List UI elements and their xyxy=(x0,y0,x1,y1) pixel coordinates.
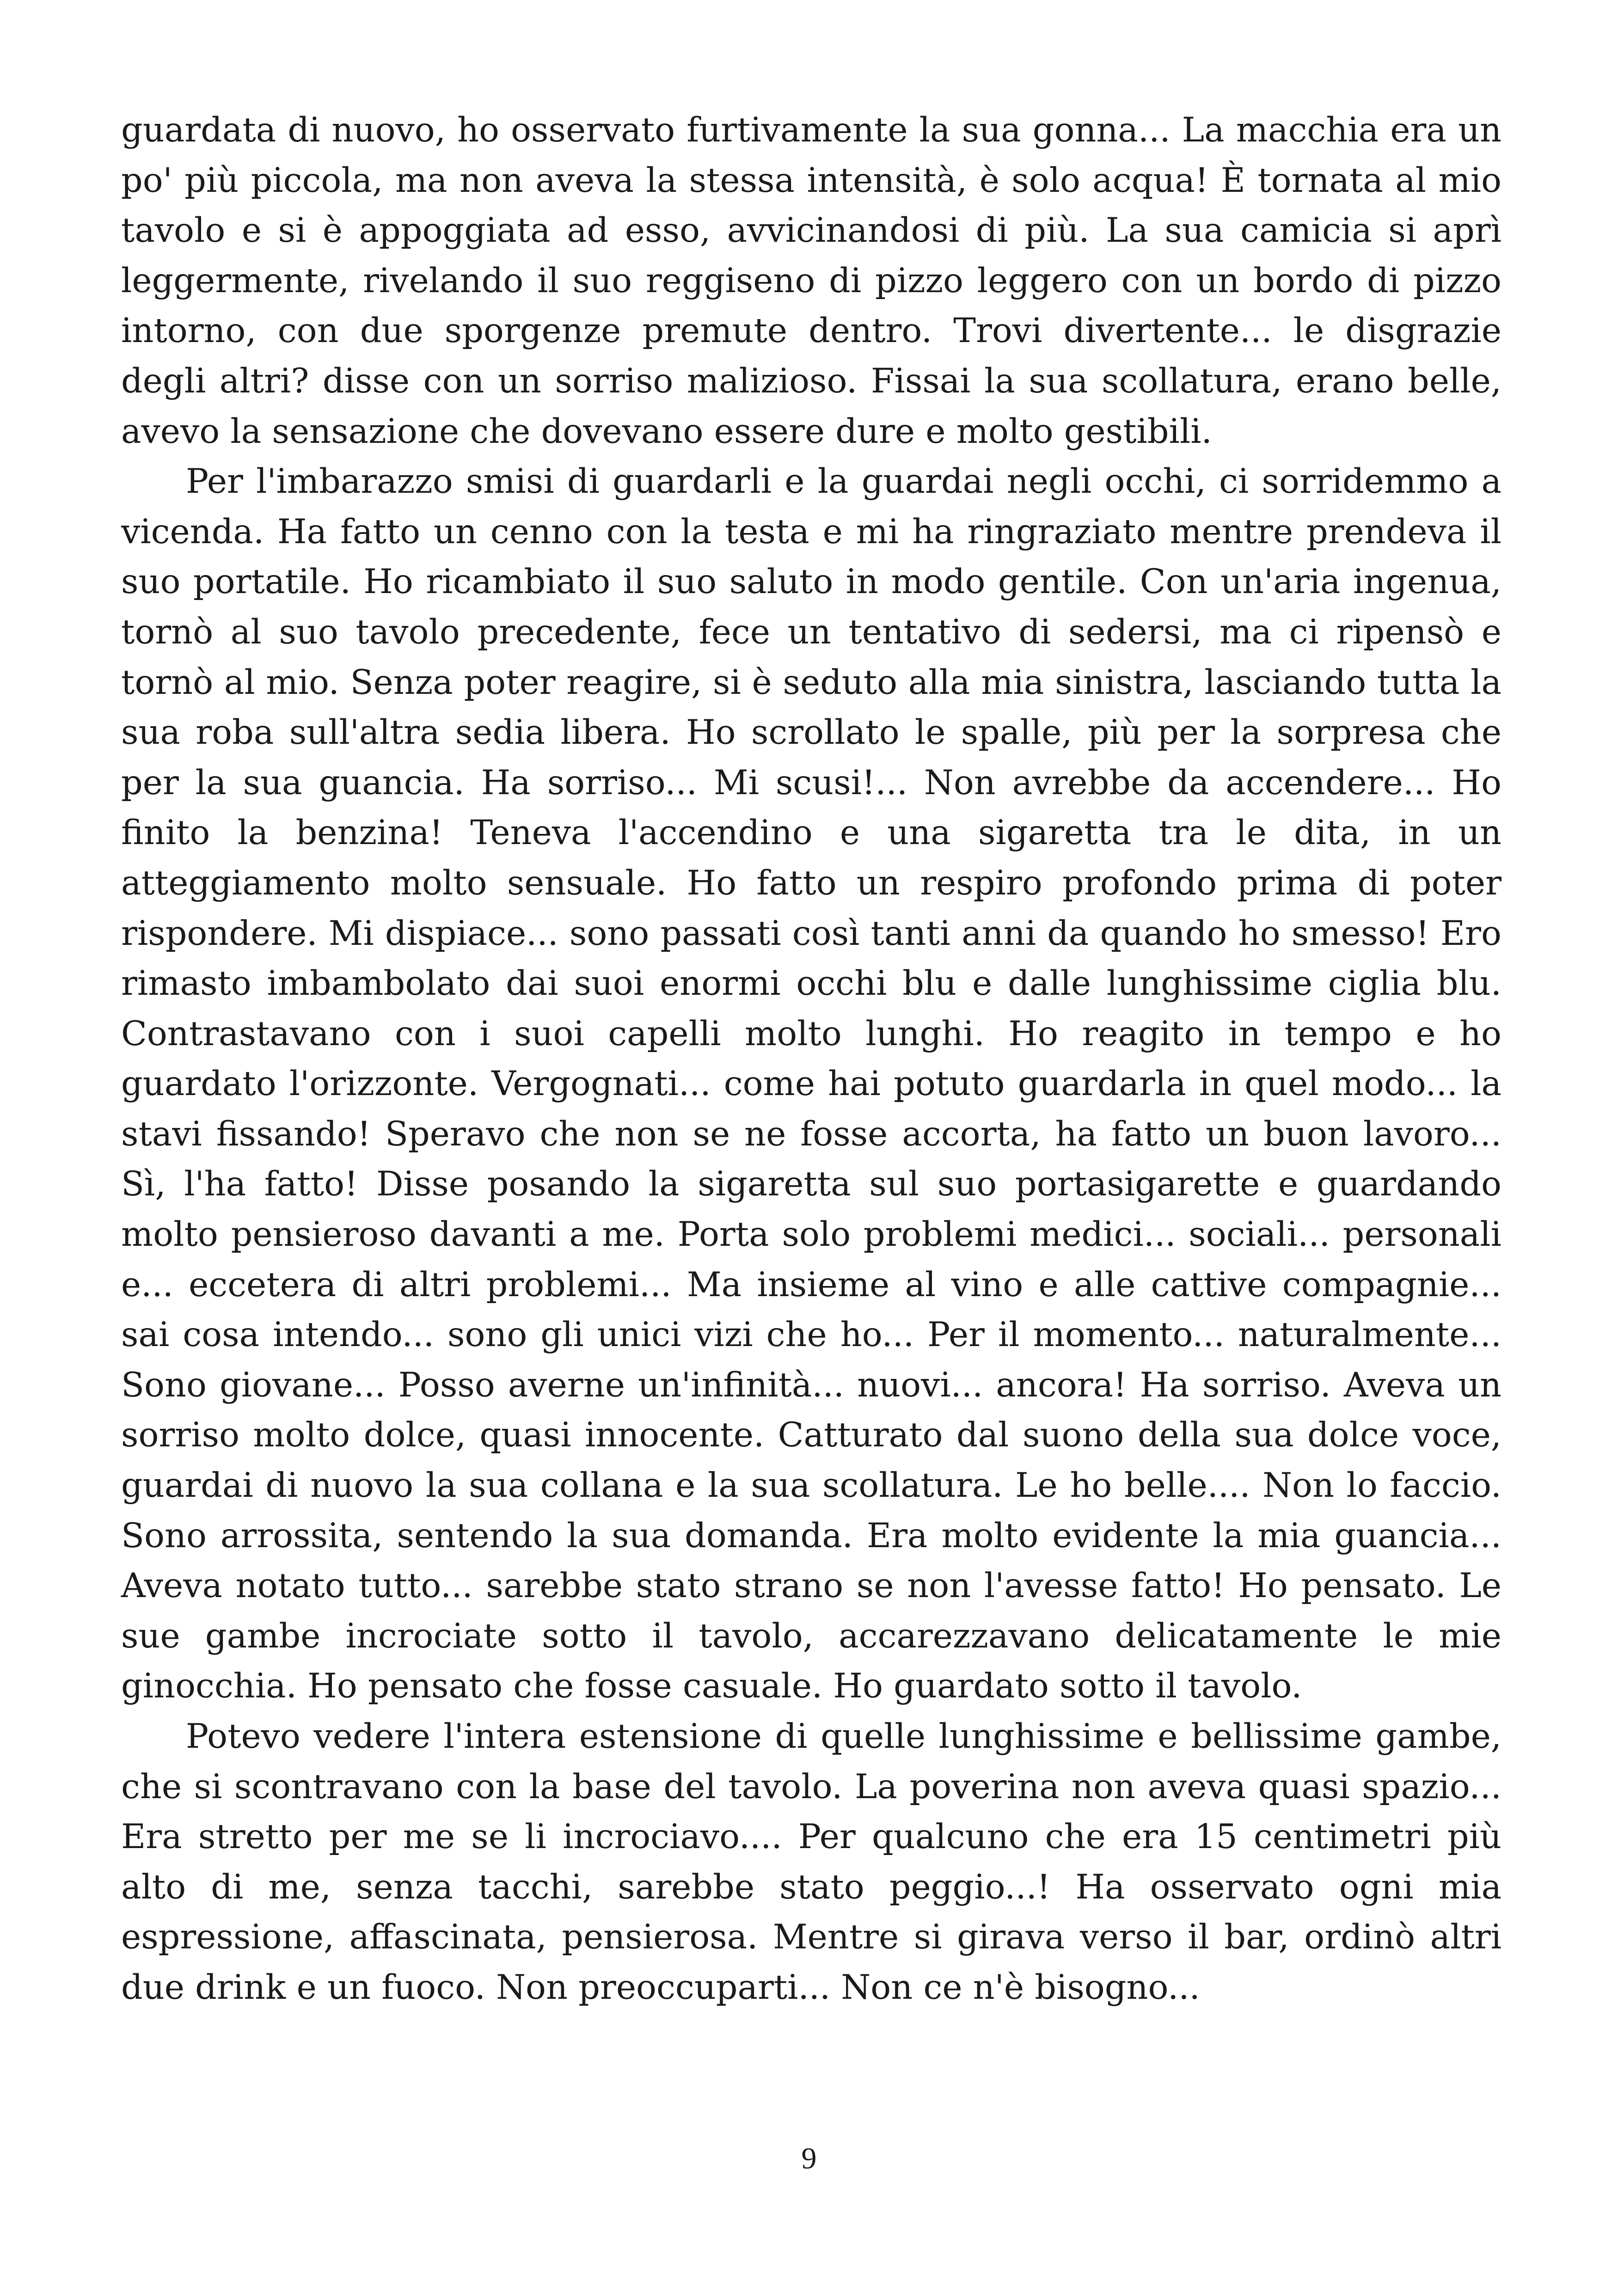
paragraph-2: Per l'imbarazzo smisi di guardarli e la guardai negli occhi, ci sorridemmo a vicenda. Ha fatto un cenno con la testa e mi ha ringraziato mentre prendeva il suo portatile. Ho ricambiato il suo saluto in modo gentile. Con un'aria ingenua, tornò al suo tavolo precedente, fece un tentativo di sedersi, ma ci ripensò e tornò al mio. Senza poter reagire, si è seduto alla mia sinistra, lasciando tutta la sua roba sull'altra sedia libera. Ho scrollato le spalle, più per la sorpresa che per la sua guancia. Ha sorriso... Mi scusi!... Non avrebbe da accendere... Ho finito la benzina! Teneva l'accendino e una sigaretta tra le dita, in un atteggiamento molto sensuale. Ho fatto un respiro profondo prima di poter rispondere. Mi dispiace... sono passati così tanti anni da quando ho smesso! Ero rimasto imbambolato dai suoi enormi occhi blu e dalle lunghissime ciglia blu. Contrastavano con i suoi capelli molto lunghi. Ho reagito in tempo e ho guardato l'orizzonte. Vergognati... come hai potuto guardarla in quel modo... la stavi fissando! Speravo che non se ne fosse accorta, ha fatto un buon lavoro... Sì, l'ha fatto! Disse posando la sigaretta sul suo portasigarette e guardando molto pensieroso davanti a me. Porta solo problemi medici... sociali... personali e... eccetera di altri problemi... Ma insieme al vino e alle cattive compagnie... sai cosa intendo... sono gli unici vizi che ho... Per il momento... naturalmente... Sono giovane... Posso averne un'infinità... nuovi... ancora! Ha sorriso. Aveva un sorriso molto dolce, quasi innocente. Catturato dal suono della sua dolce voce, guardai di nuovo la sua collana e la sua scollatura. Le ho belle.... Non lo faccio. Sono arrossita, sentendo la sua domanda. Era molto evidente la mia guancia... Aveva notato tutto... sarebbe stato strano se non l'avesse fatto! Ho pensato. Le sue gambe incrociate sotto il tavolo, accarezzavano delicatamente le mie ginocchia. Ho pensato che fosse casuale. Ho guardato sotto il tavolo. xyxy=(121,462,1502,1706)
body-text xyxy=(121,105,1502,2013)
page-number: 9 xyxy=(801,2142,817,2175)
paragraph-3: Potevo vedere l'intera estensione di quelle lunghissime e bellissime gambe, che si scontravano con la base del tavolo. La poverina non aveva quasi spazio... Era stretto per me se li incrociavo.... Per qualcuno che era 15 centimetri più alto di me, senza tacchi, sarebbe stato peggio...! Ha osservato ogni mia espressione, affascinata, pensierosa. Mentre si girava verso il bar, ordinò altri due drink e un fuoco. Non preoccuparti... Non ce n'è bisogno... xyxy=(121,1717,1502,2007)
paragraph-1: guardata di nuovo, ho osservato furtivamente la sua gonna... La macchia era un po' più piccola, ma non aveva la stessa intensità, è solo acqua! È tornata al mio tavolo e si è appoggiata ad esso, avvicinandosi di più. La sua camicia si aprì leggermente, rivelando il suo reggiseno di pizzo leggero con un bordo di pizzo intorno, con due sporgenze premute dentro. Trovi divertente... le disgrazie degli altri? disse con un sorriso malizioso. Fissai la sua scollatura, erano belle, avevo la sensazione che dovevano essere dure e molto gestibili. xyxy=(121,110,1502,451)
